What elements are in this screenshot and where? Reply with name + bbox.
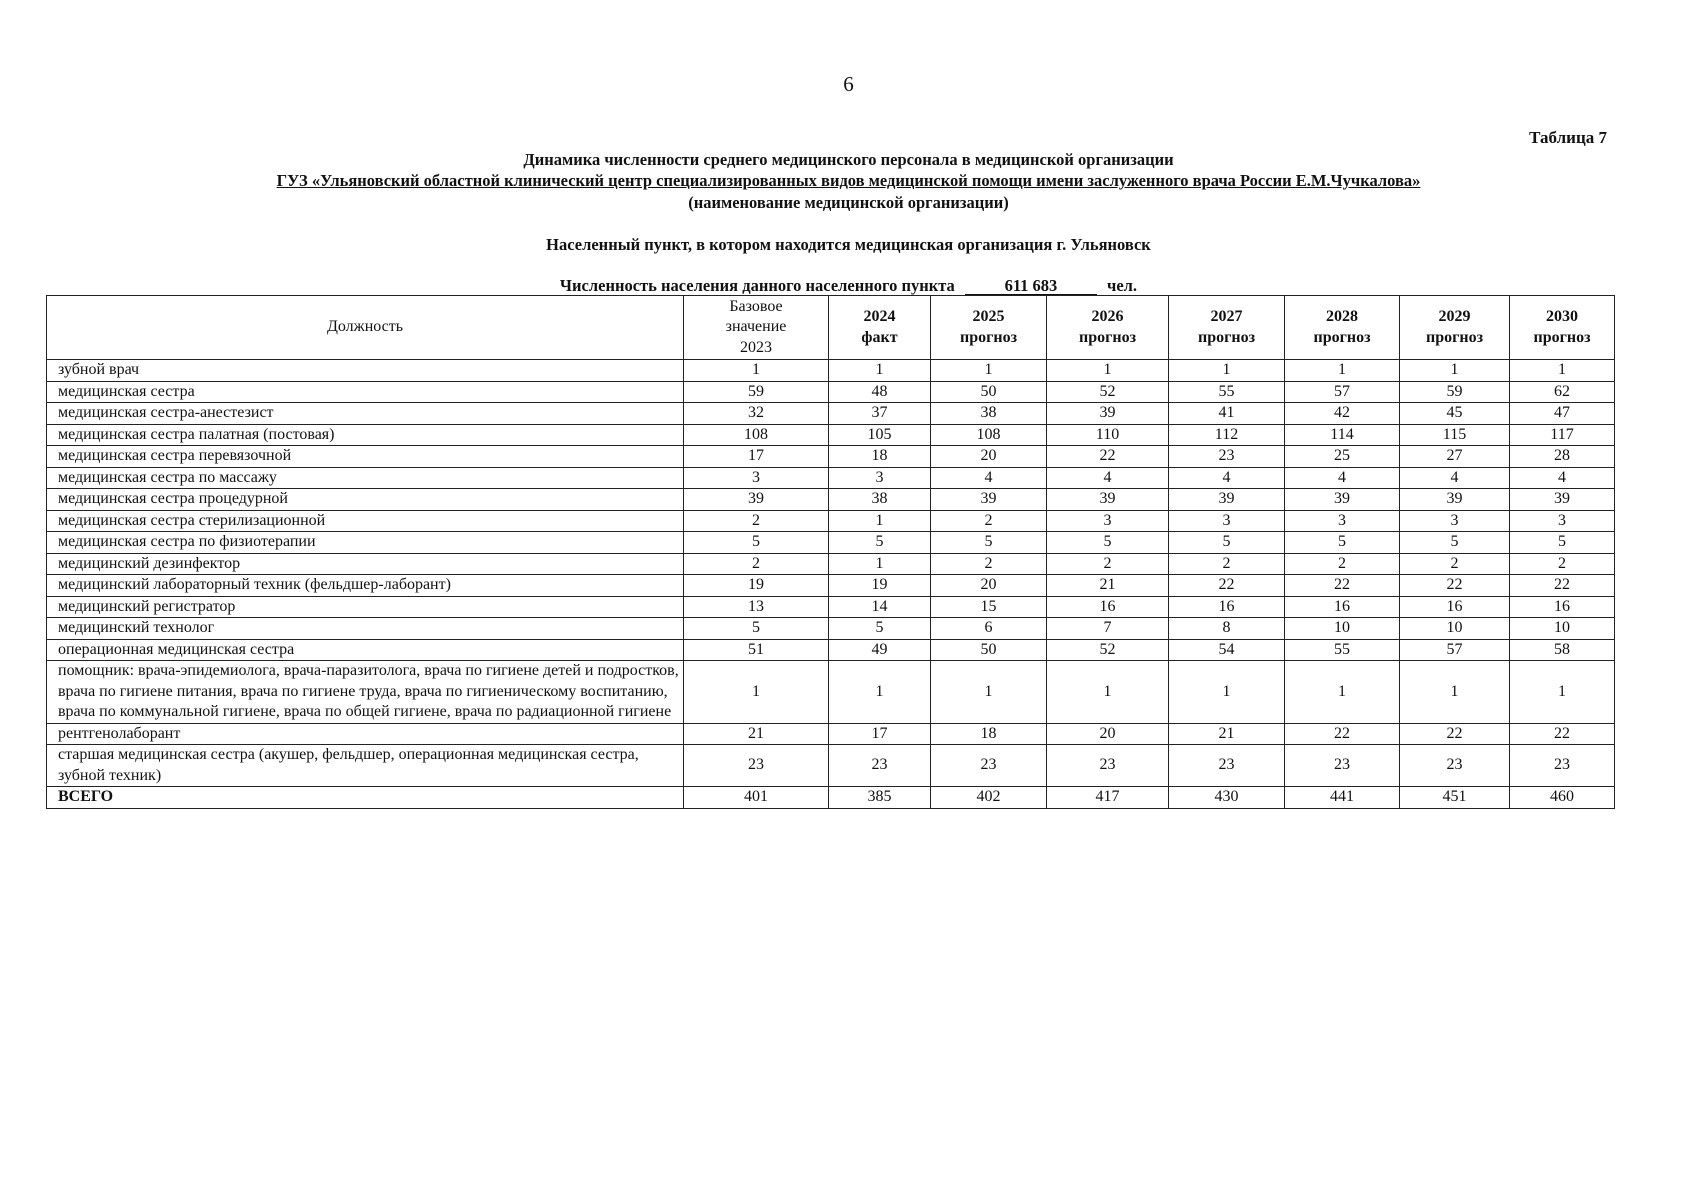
value-cell: 28 bbox=[1510, 446, 1615, 468]
value-cell: 402 bbox=[931, 787, 1047, 809]
table-row bbox=[47, 596, 1615, 618]
value-cell: 2 bbox=[684, 553, 829, 575]
position-name: медицинская сестра по массажу bbox=[47, 467, 684, 489]
value-cell: 3 bbox=[1400, 510, 1510, 532]
table-row bbox=[47, 510, 1615, 532]
value-cell: 17 bbox=[829, 723, 931, 745]
value-cell: 41 bbox=[1169, 403, 1285, 425]
value-cell: 38 bbox=[931, 403, 1047, 425]
value-cell: 23 bbox=[1169, 745, 1285, 787]
value-cell: 3 bbox=[1047, 510, 1169, 532]
value-cell: 50 bbox=[931, 381, 1047, 403]
position-name: медицинский технолог bbox=[47, 618, 684, 640]
value-cell: 401 bbox=[684, 787, 829, 809]
value-cell: 59 bbox=[1400, 381, 1510, 403]
table-row bbox=[47, 745, 1615, 787]
value-cell: 4 bbox=[1285, 467, 1400, 489]
value-cell: 22 bbox=[1510, 575, 1615, 597]
value-cell: 2 bbox=[1285, 553, 1400, 575]
value-cell: 52 bbox=[1047, 381, 1169, 403]
value-cell: 2 bbox=[684, 510, 829, 532]
value-cell: 5 bbox=[684, 532, 829, 554]
position-name: медицинская сестра стерилизационной bbox=[47, 510, 684, 532]
table-row bbox=[47, 575, 1615, 597]
value-cell: 5 bbox=[1400, 532, 1510, 554]
value-cell: 430 bbox=[1169, 787, 1285, 809]
value-cell: 1 bbox=[829, 553, 931, 575]
value-cell: 1 bbox=[1285, 661, 1400, 724]
value-cell: 17 bbox=[684, 446, 829, 468]
value-cell: 6 bbox=[931, 618, 1047, 640]
value-cell: 21 bbox=[1047, 575, 1169, 597]
value-cell: 3 bbox=[1169, 510, 1285, 532]
value-cell: 112 bbox=[1169, 424, 1285, 446]
column-header-2026: 2026 прогноз bbox=[1047, 296, 1169, 360]
column-header-base-2023: Базовое значение 2023 bbox=[684, 296, 829, 360]
value-cell: 1 bbox=[1169, 661, 1285, 724]
value-cell: 39 bbox=[1047, 489, 1169, 511]
value-cell: 23 bbox=[931, 745, 1047, 787]
value-cell: 3 bbox=[1510, 510, 1615, 532]
value-cell: 15 bbox=[931, 596, 1047, 618]
value-cell: 37 bbox=[829, 403, 931, 425]
table-row bbox=[47, 467, 1615, 489]
value-cell: 22 bbox=[1285, 723, 1400, 745]
position-name: медицинская сестра процедурной bbox=[47, 489, 684, 511]
position-name: медицинский лабораторный техник (фельдшер-лаборант) bbox=[47, 575, 684, 597]
value-cell: 1 bbox=[1169, 360, 1285, 382]
table-row bbox=[47, 424, 1615, 446]
value-cell: 23 bbox=[829, 745, 931, 787]
value-cell: 7 bbox=[1047, 618, 1169, 640]
value-cell: 20 bbox=[931, 446, 1047, 468]
value-cell: 8 bbox=[1169, 618, 1285, 640]
value-cell: 22 bbox=[1510, 723, 1615, 745]
value-cell: 16 bbox=[1400, 596, 1510, 618]
value-cell: 110 bbox=[1047, 424, 1169, 446]
value-cell: 5 bbox=[684, 618, 829, 640]
value-cell: 54 bbox=[1169, 639, 1285, 661]
value-cell: 38 bbox=[829, 489, 931, 511]
population-value: 611 683 bbox=[965, 277, 1097, 295]
position-name: медицинская сестра палатная (постовая) bbox=[47, 424, 684, 446]
value-cell: 10 bbox=[1285, 618, 1400, 640]
value-cell: 27 bbox=[1400, 446, 1510, 468]
value-cell: 1 bbox=[684, 360, 829, 382]
value-cell: 2 bbox=[1400, 553, 1510, 575]
column-header-2029: 2029 прогноз bbox=[1400, 296, 1510, 360]
value-cell: 23 bbox=[1047, 745, 1169, 787]
value-cell: 115 bbox=[1400, 424, 1510, 446]
column-header-2024: 2024 факт bbox=[829, 296, 931, 360]
value-cell: 5 bbox=[829, 618, 931, 640]
position-name: помощник: врача-эпидемиолога, врача-паразитолога, врача по гигиене детей и подростков, врача по гигиене питания, врача по гигиене труда, врача по гигиеническому воспитанию, врача по коммунальной гигиене, врача по общей гигиене, врача по радиационной гигиене bbox=[47, 661, 684, 724]
value-cell: 3 bbox=[1285, 510, 1400, 532]
table-header-row bbox=[47, 296, 1615, 360]
value-cell: 19 bbox=[684, 575, 829, 597]
document-title: Динамика численности среднего медицинского персонала в медицинской организации bbox=[523, 150, 1174, 169]
value-cell: 22 bbox=[1169, 575, 1285, 597]
value-cell: 4 bbox=[1510, 467, 1615, 489]
value-cell: 2 bbox=[1169, 553, 1285, 575]
table-row bbox=[47, 661, 1615, 724]
value-cell: 4 bbox=[1169, 467, 1285, 489]
value-cell: 5 bbox=[1169, 532, 1285, 554]
position-name: медицинская сестра перевязочной bbox=[47, 446, 684, 468]
value-cell: 18 bbox=[931, 723, 1047, 745]
value-cell: 20 bbox=[931, 575, 1047, 597]
value-cell: 441 bbox=[1285, 787, 1400, 809]
value-cell: 16 bbox=[1285, 596, 1400, 618]
column-header-2028: 2028 прогноз bbox=[1285, 296, 1400, 360]
value-cell: 20 bbox=[1047, 723, 1169, 745]
table-row bbox=[47, 489, 1615, 511]
value-cell: 23 bbox=[1285, 745, 1400, 787]
value-cell: 23 bbox=[684, 745, 829, 787]
population-line bbox=[0, 276, 1697, 296]
value-cell: 3 bbox=[684, 467, 829, 489]
value-cell: 2 bbox=[1047, 553, 1169, 575]
population-label: Численность населения данного населенного пункта bbox=[559, 276, 955, 295]
table-row bbox=[47, 639, 1615, 661]
table-row bbox=[47, 532, 1615, 554]
value-cell: 10 bbox=[1400, 618, 1510, 640]
position-name: медицинский регистратор bbox=[47, 596, 684, 618]
value-cell: 22 bbox=[1400, 575, 1510, 597]
value-cell: 21 bbox=[1169, 723, 1285, 745]
value-cell: 23 bbox=[1169, 446, 1285, 468]
value-cell: 57 bbox=[1285, 381, 1400, 403]
value-cell: 4 bbox=[1047, 467, 1169, 489]
value-cell: 1 bbox=[931, 661, 1047, 724]
value-cell: 16 bbox=[1047, 596, 1169, 618]
table-row bbox=[47, 360, 1615, 382]
value-cell: 55 bbox=[1169, 381, 1285, 403]
value-cell: 114 bbox=[1285, 424, 1400, 446]
table-label: Таблица 7 bbox=[1529, 128, 1607, 147]
value-cell: 39 bbox=[1510, 489, 1615, 511]
value-cell: 42 bbox=[1285, 403, 1400, 425]
value-cell: 1 bbox=[1510, 360, 1615, 382]
position-name: медицинская сестра bbox=[47, 381, 684, 403]
value-cell: 59 bbox=[684, 381, 829, 403]
value-cell: 1 bbox=[1285, 360, 1400, 382]
value-cell: 5 bbox=[1510, 532, 1615, 554]
staff-table bbox=[46, 295, 1615, 809]
value-cell: 1 bbox=[1047, 661, 1169, 724]
value-cell: 460 bbox=[1510, 787, 1615, 809]
position-name: медицинская сестра-анестезист bbox=[47, 403, 684, 425]
value-cell: 4 bbox=[931, 467, 1047, 489]
value-cell: 23 bbox=[1400, 745, 1510, 787]
value-cell: 39 bbox=[1047, 403, 1169, 425]
value-cell: 16 bbox=[1510, 596, 1615, 618]
table-row bbox=[47, 381, 1615, 403]
column-header-position: Должность bbox=[47, 296, 684, 360]
value-cell: 32 bbox=[684, 403, 829, 425]
value-cell: 1 bbox=[931, 360, 1047, 382]
value-cell: 39 bbox=[1400, 489, 1510, 511]
value-cell: 49 bbox=[829, 639, 931, 661]
value-cell: 22 bbox=[1400, 723, 1510, 745]
value-cell: 47 bbox=[1510, 403, 1615, 425]
value-cell: 10 bbox=[1510, 618, 1615, 640]
value-cell: 1 bbox=[1400, 360, 1510, 382]
value-cell: 58 bbox=[1510, 639, 1615, 661]
value-cell: 23 bbox=[1510, 745, 1615, 787]
value-cell: 417 bbox=[1047, 787, 1169, 809]
settlement-line: Населенный пункт, в котором находится медицинская организация г. Ульяновск bbox=[546, 235, 1151, 254]
value-cell: 39 bbox=[931, 489, 1047, 511]
value-cell: 3 bbox=[829, 467, 931, 489]
value-cell: 57 bbox=[1400, 639, 1510, 661]
value-cell: 22 bbox=[1285, 575, 1400, 597]
position-name: медицинская сестра по физиотерапии bbox=[47, 532, 684, 554]
position-name: зубной врач bbox=[47, 360, 684, 382]
value-cell: 62 bbox=[1510, 381, 1615, 403]
position-name: операционная медицинская сестра bbox=[47, 639, 684, 661]
position-name: медицинский дезинфектор bbox=[47, 553, 684, 575]
value-cell: 385 bbox=[829, 787, 931, 809]
column-header-2030: 2030 прогноз bbox=[1510, 296, 1615, 360]
value-cell: 19 bbox=[829, 575, 931, 597]
value-cell: 39 bbox=[1169, 489, 1285, 511]
value-cell: 1 bbox=[829, 360, 931, 382]
organization-note: (наименование медицинской организации) bbox=[688, 193, 1009, 212]
value-cell: 21 bbox=[684, 723, 829, 745]
value-cell: 5 bbox=[1047, 532, 1169, 554]
table-row bbox=[47, 446, 1615, 468]
table-total-row bbox=[47, 787, 1615, 809]
value-cell: 25 bbox=[1285, 446, 1400, 468]
population-unit: чел. bbox=[1107, 276, 1138, 295]
organization-name: ГУЗ «Ульяновский областной клинический центр специализированных видов медицинской помощи имени заслуженного врача России Е.М.Чучкалова» bbox=[276, 171, 1421, 190]
value-cell: 45 bbox=[1400, 403, 1510, 425]
value-cell: 4 bbox=[1400, 467, 1510, 489]
value-cell: 1 bbox=[829, 510, 931, 532]
value-cell: 22 bbox=[1047, 446, 1169, 468]
value-cell: 13 bbox=[684, 596, 829, 618]
value-cell: 18 bbox=[829, 446, 931, 468]
value-cell: 1 bbox=[1047, 360, 1169, 382]
position-name: старшая медицинская сестра (акушер, фельдшер, операционная медицинская сестра, зубной техник) bbox=[47, 745, 684, 787]
value-cell: 1 bbox=[1400, 661, 1510, 724]
column-header-2027: 2027 прогноз bbox=[1169, 296, 1285, 360]
value-cell: 1 bbox=[1510, 661, 1615, 724]
value-cell: 108 bbox=[931, 424, 1047, 446]
value-cell: 14 bbox=[829, 596, 931, 618]
value-cell: 2 bbox=[1510, 553, 1615, 575]
value-cell: 50 bbox=[931, 639, 1047, 661]
value-cell: 39 bbox=[684, 489, 829, 511]
value-cell: 16 bbox=[1169, 596, 1285, 618]
value-cell: 2 bbox=[931, 553, 1047, 575]
value-cell: 108 bbox=[684, 424, 829, 446]
value-cell: 52 bbox=[1047, 639, 1169, 661]
table-row bbox=[47, 618, 1615, 640]
position-name: рентгенолаборант bbox=[47, 723, 684, 745]
table-row bbox=[47, 553, 1615, 575]
value-cell: 55 bbox=[1285, 639, 1400, 661]
value-cell: 2 bbox=[931, 510, 1047, 532]
value-cell: 105 bbox=[829, 424, 931, 446]
value-cell: 5 bbox=[931, 532, 1047, 554]
value-cell: 48 bbox=[829, 381, 931, 403]
value-cell: 51 bbox=[684, 639, 829, 661]
value-cell: 451 bbox=[1400, 787, 1510, 809]
total-label: ВСЕГО bbox=[47, 787, 684, 809]
table-row bbox=[47, 723, 1615, 745]
value-cell: 1 bbox=[829, 661, 931, 724]
column-header-2025: 2025 прогноз bbox=[931, 296, 1047, 360]
page-number: 6 bbox=[843, 72, 854, 96]
value-cell: 5 bbox=[1285, 532, 1400, 554]
table-body bbox=[47, 360, 1615, 809]
value-cell: 39 bbox=[1285, 489, 1400, 511]
value-cell: 1 bbox=[684, 661, 829, 724]
value-cell: 117 bbox=[1510, 424, 1615, 446]
table-row bbox=[47, 403, 1615, 425]
value-cell: 5 bbox=[829, 532, 931, 554]
